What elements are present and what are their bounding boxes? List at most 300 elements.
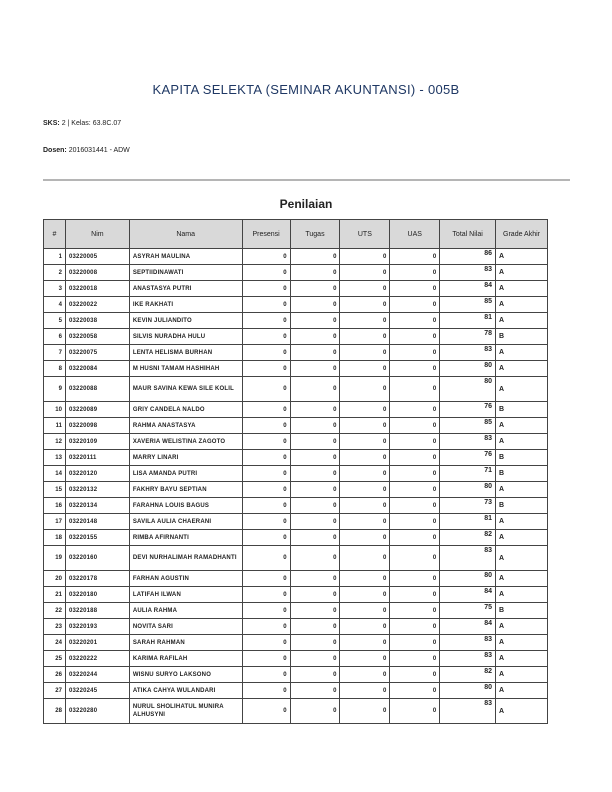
row-nim: 03220098 (65, 418, 129, 434)
row-number: 22 (44, 603, 66, 619)
header-divider (43, 179, 570, 181)
row-number: 10 (44, 402, 66, 418)
row-uts: 0 (340, 450, 390, 466)
row-presensi: 0 (242, 571, 290, 587)
row-total: 83 (440, 635, 496, 651)
row-tugas: 0 (290, 361, 340, 377)
row-uas: 0 (390, 498, 440, 514)
row-nama: LENTA HELISMA BURHAN (129, 345, 242, 361)
row-nim: 03220088 (65, 377, 129, 402)
row-number: 12 (44, 434, 66, 450)
row-tugas: 0 (290, 587, 340, 603)
row-nama: NURUL SHOLIHATUL MUNIRA ALHUSYNI (129, 699, 242, 724)
row-presensi: 0 (242, 530, 290, 546)
row-uas: 0 (390, 281, 440, 297)
row-grade: A (496, 635, 548, 651)
row-tugas: 0 (290, 667, 340, 683)
row-nim: 03220244 (65, 667, 129, 683)
row-number: 21 (44, 587, 66, 603)
row-nama: SEPTIIDINAWATI (129, 265, 242, 281)
row-nim: 03220245 (65, 683, 129, 699)
row-number: 8 (44, 361, 66, 377)
row-nama: LATIFAH ILWAN (129, 587, 242, 603)
row-nim: 03220201 (65, 635, 129, 651)
row-presensi: 0 (242, 377, 290, 402)
row-uas: 0 (390, 434, 440, 450)
table-row (44, 466, 548, 482)
table-row (44, 699, 548, 724)
table-row (44, 651, 548, 667)
row-uts: 0 (340, 466, 390, 482)
row-grade: A (496, 546, 548, 571)
row-total: 84 (440, 281, 496, 297)
row-nim: 03220084 (65, 361, 129, 377)
row-grade: A (496, 313, 548, 329)
row-uts: 0 (340, 434, 390, 450)
row-total: 83 (440, 265, 496, 281)
row-grade: A (496, 281, 548, 297)
row-nim: 03220148 (65, 514, 129, 530)
row-presensi: 0 (242, 683, 290, 699)
row-presensi: 0 (242, 603, 290, 619)
row-uts: 0 (340, 361, 390, 377)
row-tugas: 0 (290, 418, 340, 434)
grades-table (43, 219, 548, 724)
row-grade: A (496, 482, 548, 498)
row-total: 85 (440, 418, 496, 434)
row-uts: 0 (340, 329, 390, 345)
table-row (44, 683, 548, 699)
table-row (44, 313, 548, 329)
row-nama: RIMBA AFIRNANTI (129, 530, 242, 546)
row-uts: 0 (340, 345, 390, 361)
row-tugas: 0 (290, 377, 340, 402)
row-grade: A (496, 377, 548, 402)
table-row (44, 434, 548, 450)
row-total: 80 (440, 482, 496, 498)
row-number: 26 (44, 667, 66, 683)
col-header-uts: UTS (340, 220, 390, 249)
table-row (44, 377, 548, 402)
table-row (44, 635, 548, 651)
row-total: 82 (440, 530, 496, 546)
table-row (44, 281, 548, 297)
row-presensi: 0 (242, 297, 290, 313)
row-total: 83 (440, 546, 496, 571)
row-nama: SARAH RAHMAN (129, 635, 242, 651)
table-row (44, 265, 548, 281)
row-total: 76 (440, 450, 496, 466)
row-uts: 0 (340, 587, 390, 603)
row-tugas: 0 (290, 530, 340, 546)
row-nama: LISA AMANDA PUTRI (129, 466, 242, 482)
row-grade: A (496, 699, 548, 724)
row-tugas: 0 (290, 281, 340, 297)
row-nim: 03220089 (65, 402, 129, 418)
row-grade: B (496, 466, 548, 482)
sks-value: 2 | Kelas: 63.8C.07 (61, 120, 122, 127)
row-grade: A (496, 667, 548, 683)
col-header-nim: Nim (65, 220, 129, 249)
table-row (44, 514, 548, 530)
row-tugas: 0 (290, 450, 340, 466)
row-total: 81 (440, 514, 496, 530)
row-grade: A (496, 651, 548, 667)
row-nama: ATIKA CAHYA WULANDARI (129, 683, 242, 699)
table-row (44, 249, 548, 265)
row-nim: 03220178 (65, 571, 129, 587)
table-row (44, 571, 548, 587)
row-nim: 03220134 (65, 498, 129, 514)
row-nim: 03220111 (65, 450, 129, 466)
row-nama: FARAHNA LOUIS BAGUS (129, 498, 242, 514)
row-tugas: 0 (290, 498, 340, 514)
row-nim: 03220038 (65, 313, 129, 329)
row-presensi: 0 (242, 450, 290, 466)
row-uts: 0 (340, 530, 390, 546)
row-total: 83 (440, 345, 496, 361)
row-grade: A (496, 514, 548, 530)
row-number: 18 (44, 530, 66, 546)
row-presensi: 0 (242, 361, 290, 377)
row-nama: MAUR SAVINA KEWA SILE KOLIL (129, 377, 242, 402)
row-tugas: 0 (290, 651, 340, 667)
row-nim: 03220180 (65, 587, 129, 603)
row-total: 83 (440, 699, 496, 724)
row-number: 17 (44, 514, 66, 530)
table-row (44, 546, 548, 571)
row-tugas: 0 (290, 249, 340, 265)
table-row (44, 345, 548, 361)
row-presensi: 0 (242, 313, 290, 329)
row-tugas: 0 (290, 619, 340, 635)
row-grade: A (496, 683, 548, 699)
table-row (44, 297, 548, 313)
row-grade: B (496, 402, 548, 418)
row-tugas: 0 (290, 603, 340, 619)
row-total: 75 (440, 603, 496, 619)
row-uts: 0 (340, 546, 390, 571)
row-uas: 0 (390, 418, 440, 434)
row-presensi: 0 (242, 587, 290, 603)
row-nim: 03220155 (65, 530, 129, 546)
row-total: 80 (440, 377, 496, 402)
sks-label: SKS: (43, 120, 60, 127)
course-title: KAPITA SELEKTA (SEMINAR AKUNTANSI) - 005B (152, 82, 460, 97)
row-tugas: 0 (290, 546, 340, 571)
row-uas: 0 (390, 571, 440, 587)
row-grade: A (496, 265, 548, 281)
section-title: Penilaian (279, 197, 333, 211)
row-uas: 0 (390, 651, 440, 667)
row-total: 85 (440, 297, 496, 313)
row-uts: 0 (340, 313, 390, 329)
row-uas: 0 (390, 683, 440, 699)
table-row (44, 667, 548, 683)
row-uas: 0 (390, 402, 440, 418)
row-total: 81 (440, 313, 496, 329)
row-grade: A (496, 571, 548, 587)
row-grade: A (496, 587, 548, 603)
row-total: 73 (440, 498, 496, 514)
row-nama: NOVITA SARI (129, 619, 242, 635)
row-number: 11 (44, 418, 66, 434)
row-tugas: 0 (290, 329, 340, 345)
row-number: 28 (44, 699, 66, 724)
row-presensi: 0 (242, 699, 290, 724)
row-nim: 03220120 (65, 466, 129, 482)
row-number: 24 (44, 635, 66, 651)
row-presensi: 0 (242, 466, 290, 482)
row-total: 83 (440, 651, 496, 667)
row-grade: A (496, 361, 548, 377)
row-uas: 0 (390, 450, 440, 466)
row-uts: 0 (340, 281, 390, 297)
row-tugas: 0 (290, 571, 340, 587)
row-tugas: 0 (290, 635, 340, 651)
table-row (44, 418, 548, 434)
row-nama: DEVI NURHALIMAH RAMADHANTI (129, 546, 242, 571)
row-number: 3 (44, 281, 66, 297)
row-tugas: 0 (290, 434, 340, 450)
row-total: 80 (440, 361, 496, 377)
row-tugas: 0 (290, 514, 340, 530)
row-number: 15 (44, 482, 66, 498)
class-info (43, 120, 121, 127)
row-total: 78 (440, 329, 496, 345)
row-nama: XAVERIA WELISTINA ZAGOTO (129, 434, 242, 450)
row-tugas: 0 (290, 699, 340, 724)
row-nim: 03220018 (65, 281, 129, 297)
row-uts: 0 (340, 514, 390, 530)
row-nim: 03220022 (65, 297, 129, 313)
row-number: 19 (44, 546, 66, 571)
row-nim: 03220008 (65, 265, 129, 281)
row-presensi: 0 (242, 418, 290, 434)
row-number: 2 (44, 265, 66, 281)
row-uas: 0 (390, 514, 440, 530)
row-nim: 03220005 (65, 249, 129, 265)
row-presensi: 0 (242, 619, 290, 635)
row-uts: 0 (340, 571, 390, 587)
row-nama: ASYRAH MAULINA (129, 249, 242, 265)
row-nim: 03220222 (65, 651, 129, 667)
row-uas: 0 (390, 482, 440, 498)
row-grade: A (496, 619, 548, 635)
col-header-presensi: Presensi (242, 220, 290, 249)
row-number: 4 (44, 297, 66, 313)
row-uts: 0 (340, 265, 390, 281)
table-row (44, 619, 548, 635)
row-nama: SILVIS NURADHA HULU (129, 329, 242, 345)
row-tugas: 0 (290, 683, 340, 699)
row-grade: A (496, 418, 548, 434)
row-presensi: 0 (242, 514, 290, 530)
row-presensi: 0 (242, 651, 290, 667)
row-number: 1 (44, 249, 66, 265)
row-number: 9 (44, 377, 66, 402)
row-total: 82 (440, 667, 496, 683)
row-uts: 0 (340, 635, 390, 651)
row-uts: 0 (340, 418, 390, 434)
row-grade: B (496, 329, 548, 345)
row-nama: GRIY CANDELA NALDO (129, 402, 242, 418)
row-uas: 0 (390, 466, 440, 482)
row-tugas: 0 (290, 265, 340, 281)
col-header-nama: Nama (129, 220, 242, 249)
row-total: 80 (440, 683, 496, 699)
row-nim: 03220132 (65, 482, 129, 498)
row-uts: 0 (340, 402, 390, 418)
row-nama: AULIA RAHMA (129, 603, 242, 619)
row-uts: 0 (340, 699, 390, 724)
row-total: 76 (440, 402, 496, 418)
row-uas: 0 (390, 377, 440, 402)
row-grade: B (496, 498, 548, 514)
row-presensi: 0 (242, 281, 290, 297)
table-row (44, 329, 548, 345)
row-tugas: 0 (290, 466, 340, 482)
row-nama: M HUSNI TAMAM HASHIHAH (129, 361, 242, 377)
row-uas: 0 (390, 530, 440, 546)
row-presensi: 0 (242, 635, 290, 651)
dosen-label: Dosen: (43, 147, 67, 154)
row-nama: SAVILA AULIA CHAERANI (129, 514, 242, 530)
row-nim: 03220188 (65, 603, 129, 619)
row-grade: A (496, 530, 548, 546)
row-total: 86 (440, 249, 496, 265)
row-number: 14 (44, 466, 66, 482)
row-nama: IKE RAKHATI (129, 297, 242, 313)
row-number: 7 (44, 345, 66, 361)
row-grade: B (496, 450, 548, 466)
row-grade: A (496, 434, 548, 450)
row-tugas: 0 (290, 313, 340, 329)
row-nim: 03220075 (65, 345, 129, 361)
row-presensi: 0 (242, 482, 290, 498)
col-header-no: # (44, 220, 66, 249)
row-nim: 03220193 (65, 619, 129, 635)
lecturer-info (43, 147, 130, 154)
row-nim: 03220160 (65, 546, 129, 571)
row-uas: 0 (390, 297, 440, 313)
row-grade: A (496, 345, 548, 361)
row-uas: 0 (390, 667, 440, 683)
table-row (44, 603, 548, 619)
row-uts: 0 (340, 619, 390, 635)
row-uas: 0 (390, 587, 440, 603)
row-uts: 0 (340, 651, 390, 667)
table-row (44, 482, 548, 498)
table-row (44, 361, 548, 377)
row-uas: 0 (390, 345, 440, 361)
table-row (44, 498, 548, 514)
row-presensi: 0 (242, 434, 290, 450)
row-grade: A (496, 249, 548, 265)
row-total: 83 (440, 434, 496, 450)
row-nama: ANASTASYA PUTRI (129, 281, 242, 297)
row-uas: 0 (390, 329, 440, 345)
row-uas: 0 (390, 313, 440, 329)
row-uas: 0 (390, 635, 440, 651)
row-uts: 0 (340, 297, 390, 313)
row-nama: RAHMA ANASTASYA (129, 418, 242, 434)
table-header-row (44, 220, 548, 249)
row-uas: 0 (390, 699, 440, 724)
col-header-tugas: Tugas (290, 220, 340, 249)
row-uas: 0 (390, 249, 440, 265)
row-total: 80 (440, 571, 496, 587)
row-tugas: 0 (290, 345, 340, 361)
table-row (44, 450, 548, 466)
row-number: 13 (44, 450, 66, 466)
row-tugas: 0 (290, 402, 340, 418)
row-uts: 0 (340, 683, 390, 699)
row-uas: 0 (390, 265, 440, 281)
row-total: 71 (440, 466, 496, 482)
row-grade: B (496, 603, 548, 619)
row-number: 20 (44, 571, 66, 587)
row-number: 23 (44, 619, 66, 635)
row-presensi: 0 (242, 265, 290, 281)
row-number: 16 (44, 498, 66, 514)
row-presensi: 0 (242, 249, 290, 265)
row-number: 27 (44, 683, 66, 699)
row-presensi: 0 (242, 667, 290, 683)
row-uts: 0 (340, 377, 390, 402)
row-presensi: 0 (242, 345, 290, 361)
row-presensi: 0 (242, 546, 290, 571)
row-nama: KARIMA RAFILAH (129, 651, 242, 667)
row-presensi: 0 (242, 498, 290, 514)
row-number: 5 (44, 313, 66, 329)
row-uts: 0 (340, 498, 390, 514)
row-nama: KEVIN JULIANDITO (129, 313, 242, 329)
table-row (44, 530, 548, 546)
row-uts: 0 (340, 667, 390, 683)
row-nama: FARHAN AGUSTIN (129, 571, 242, 587)
row-nim: 03220058 (65, 329, 129, 345)
row-tugas: 0 (290, 482, 340, 498)
table-row (44, 402, 548, 418)
row-nim: 03220280 (65, 699, 129, 724)
col-header-grade: Grade Akhir (496, 220, 548, 249)
row-presensi: 0 (242, 402, 290, 418)
row-presensi: 0 (242, 329, 290, 345)
row-uts: 0 (340, 482, 390, 498)
row-number: 25 (44, 651, 66, 667)
row-total: 84 (440, 587, 496, 603)
dosen-value: 2016031441 - ADW (68, 147, 130, 154)
row-grade: A (496, 297, 548, 313)
row-nama: FAKHRY BAYU SEPTIAN (129, 482, 242, 498)
col-header-uas: UAS (390, 220, 440, 249)
row-uts: 0 (340, 249, 390, 265)
table-row (44, 587, 548, 603)
row-uts: 0 (340, 603, 390, 619)
row-uas: 0 (390, 546, 440, 571)
row-nama: WISNU SURYO LAKSONO (129, 667, 242, 683)
row-number: 6 (44, 329, 66, 345)
row-uas: 0 (390, 603, 440, 619)
row-uas: 0 (390, 619, 440, 635)
row-total: 84 (440, 619, 496, 635)
row-uas: 0 (390, 361, 440, 377)
row-nama: MARRY LINARI (129, 450, 242, 466)
row-nim: 03220109 (65, 434, 129, 450)
col-header-total: Total Nilai (440, 220, 496, 249)
row-tugas: 0 (290, 297, 340, 313)
